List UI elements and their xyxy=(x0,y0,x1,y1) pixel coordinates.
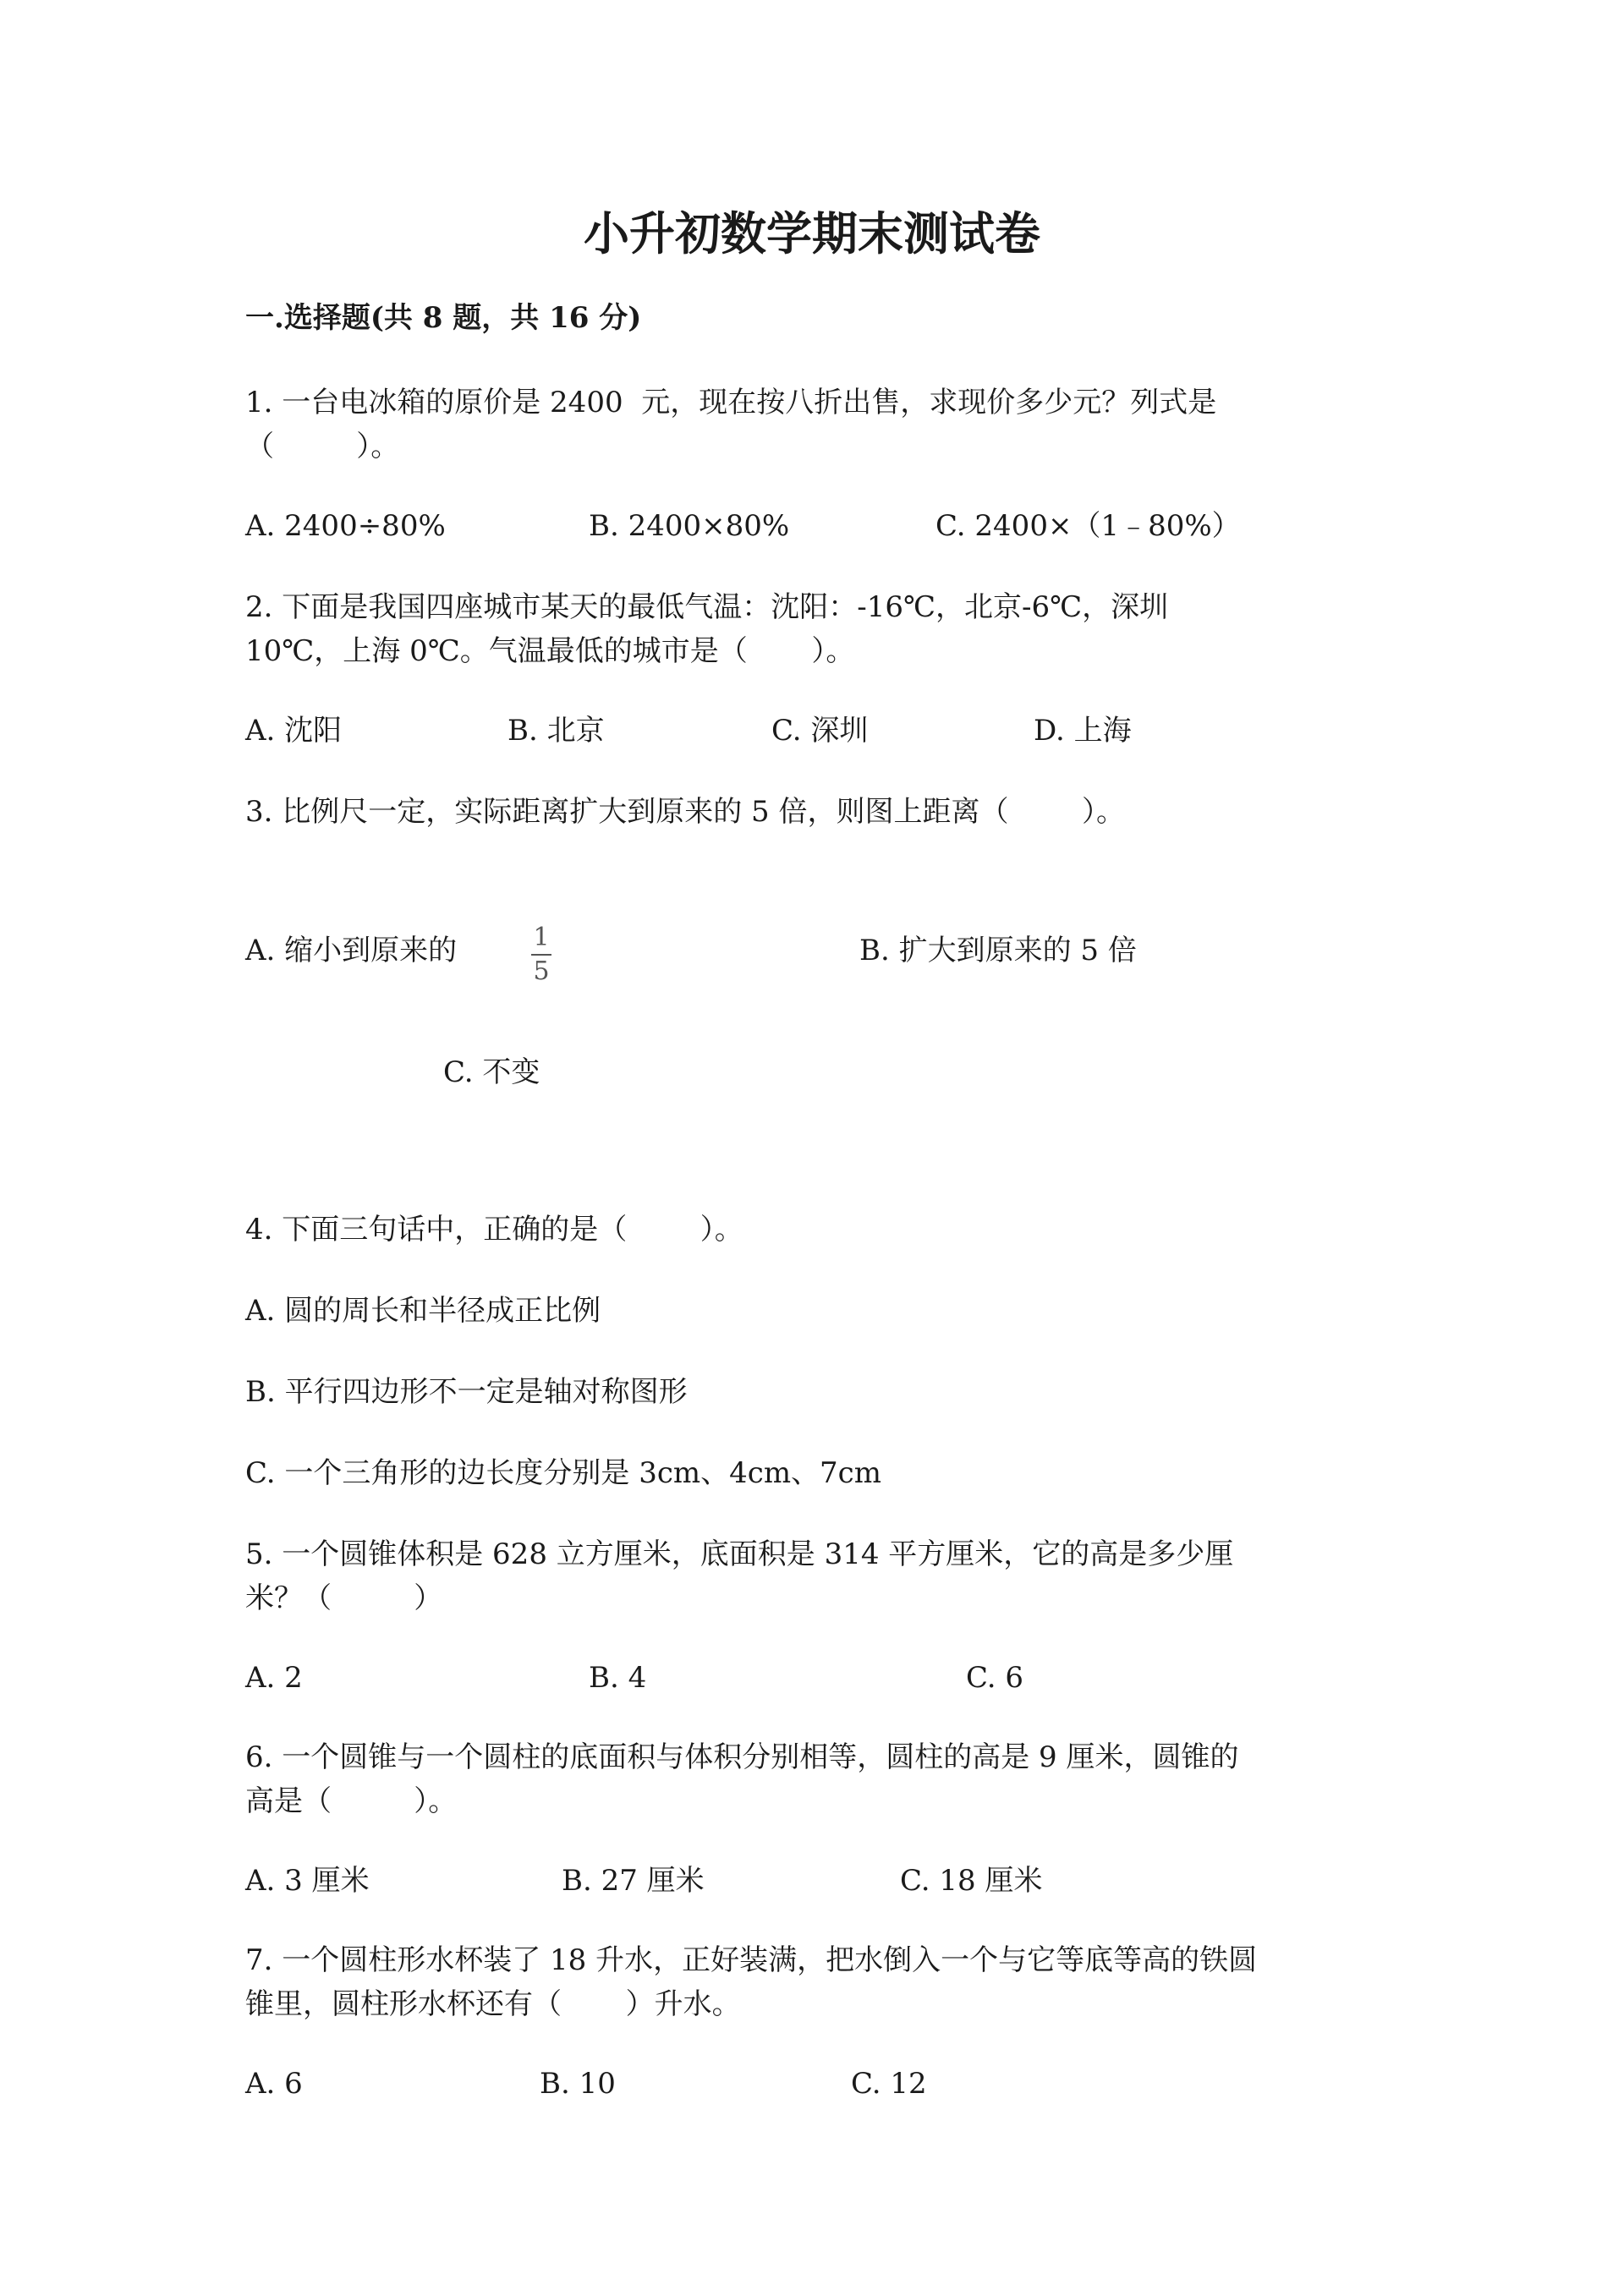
question-2-option-d: D. 上海 xyxy=(1034,714,1132,748)
question-6-line-2: 高是（ ）。 xyxy=(245,1784,458,1818)
question-4-line-1: 4. 下面三句话中，正确的是（ ）。 xyxy=(245,1213,743,1247)
question-6-option-b: B. 27 厘米 xyxy=(562,1864,705,1898)
question-2-option-c: C. 深圳 xyxy=(771,714,869,748)
question-1-option-b: B. 2400×80% xyxy=(589,509,790,543)
question-5-option-a: A. 2 xyxy=(245,1661,303,1695)
fraction-numerator: 1 xyxy=(533,923,550,952)
question-3-option-a: A. 缩小到原来的 xyxy=(245,934,458,967)
question-4-option-c: C. 一个三角形的边长度分别是 3cm、4cm、7cm xyxy=(245,1456,881,1490)
section-heading: 一.选择题(共 8 题，共 16 分) xyxy=(245,301,642,335)
question-4-option-b: B. 平行四边形不一定是轴对称图形 xyxy=(245,1375,688,1409)
question-7-option-a: A. 6 xyxy=(245,2067,303,2101)
question-5-line-2: 米？（ ） xyxy=(245,1581,443,1615)
question-3-line-1: 3. 比例尺一定，实际距离扩大到原来的 5 倍，则图上距离（ ）。 xyxy=(245,795,1125,829)
fraction-one-fifth xyxy=(526,925,557,984)
question-7-line-1: 7. 一个圆柱形水杯装了 18 升水，正好装满，把水倒入一个与它等底等高的铁圆 xyxy=(245,1943,1258,1977)
question-1-line-1: 1. 一台电冰箱的原价是 2400 元，现在按八折出售，求现价多少元？列式是 xyxy=(245,386,1217,419)
fraction-denominator: 5 xyxy=(533,956,550,986)
question-7-option-b: B. 10 xyxy=(540,2067,616,2101)
question-3-option-c: C. 不变 xyxy=(443,1055,540,1089)
question-7-option-c: C. 12 xyxy=(851,2067,927,2101)
question-7-line-2: 锥里，圆柱形水杯还有（ ）升水。 xyxy=(245,1987,741,2021)
question-6-option-c: C. 18 厘米 xyxy=(900,1864,1043,1898)
question-2-option-b: B. 北京 xyxy=(508,714,605,748)
question-4-option-a: A. 圆的周长和半径成正比例 xyxy=(245,1294,601,1328)
fraction-bar xyxy=(531,954,551,956)
question-6-option-a: A. 3 厘米 xyxy=(245,1864,370,1898)
page-title: 小升初数学期末测试卷 xyxy=(584,206,1040,260)
question-5-option-b: B. 4 xyxy=(589,1661,647,1695)
question-2-option-a: A. 沈阳 xyxy=(245,714,343,748)
question-1-option-c: C. 2400×（1﹣80%） xyxy=(935,509,1241,543)
question-1-line-2: （ ）。 xyxy=(245,430,400,463)
question-5-option-c: C. 6 xyxy=(966,1661,1024,1695)
question-3-option-b: B. 扩大到原来的 5 倍 xyxy=(859,934,1137,967)
question-5-line-1: 5. 一个圆锥体积是 628 立方厘米，底面积是 314 平方厘米，它的高是多少厘 xyxy=(245,1537,1234,1571)
question-2-line-2: 10℃，上海 0℃。气温最低的城市是（ ）。 xyxy=(245,634,855,668)
question-2-line-1: 2. 下面是我国四座城市某天的最低气温：沈阳：-16℃，北京-6℃，深圳 xyxy=(245,590,1169,624)
question-6-line-1: 6. 一个圆锥与一个圆柱的底面积与体积分别相等，圆柱的高是 9 厘米，圆锥的 xyxy=(245,1740,1239,1774)
question-1-option-a: A. 2400÷80% xyxy=(245,509,446,543)
